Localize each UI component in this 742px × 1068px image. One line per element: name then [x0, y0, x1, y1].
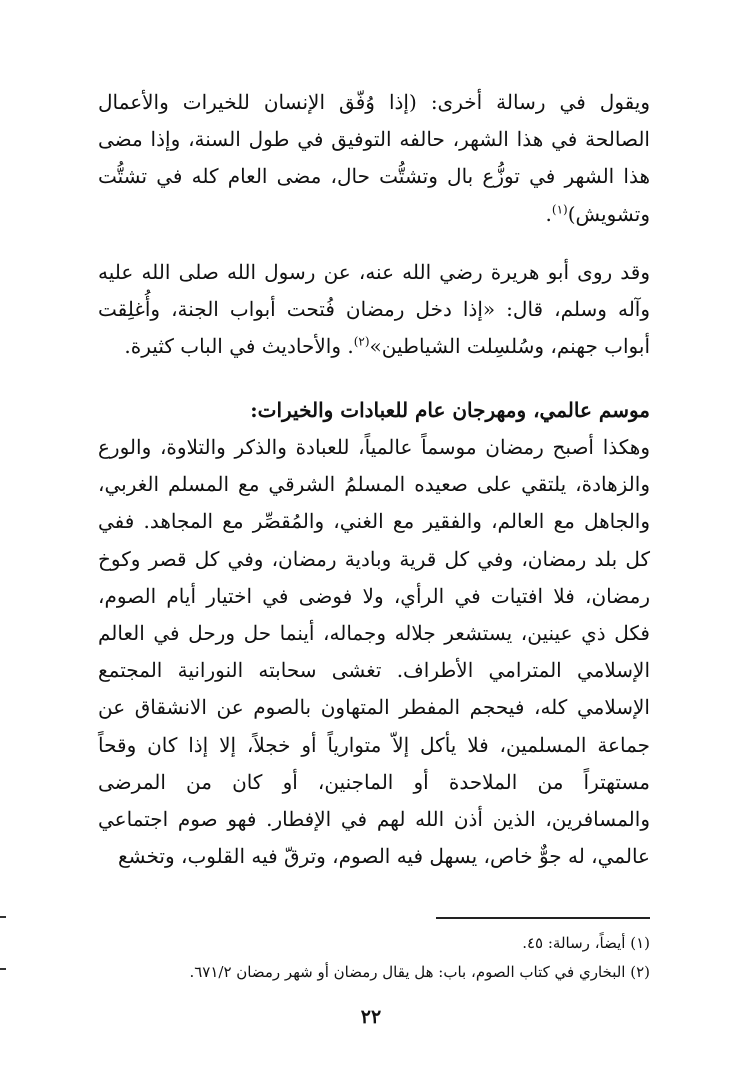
footnote-divider [436, 917, 650, 919]
footnote-ref[interactable]: (٢) [353, 334, 370, 349]
paragraph-tail: . والأحاديث في الباب كثيرة. [124, 334, 354, 359]
paragraph-hadith [98, 254, 650, 366]
footnote-2: (٢) البخاري في كتاب الصوم، باب: هل يقال رمضان أو شهر رمضان ٦٧١/٢. [189, 963, 650, 981]
paragraph-text: ويقول في رسالة أخرى: (إذا وُفّق الإنسان للخيرات والأعمال الصالحة في هذا الشهر، حالفه التوفيق في طول السنة، وإذا مضى هذا الشهر في توزُّع بال وتشتُّت حال، مضى العام كله في تشتُّت وتشويش) [98, 90, 650, 226]
paragraph-body: وهكذا أصبح رمضان موسماً عالمياً، للعبادة والذكر والتلاوة، والورع والزهادة، يلتقي على صعيده المسلمُ الشرقي مع المسلم الغربي، والجاهل مع العالم، والفقير مع الغني، والمُقصِّر مع المجاهد. ففي كل بلد رمضان، وفي كل قرية وبادية رمضان، وفي كل قصر وكوخ رمضان، فلا افتيات في الرأي، ولا فوضى في اختيار أيام الصوم، فكل ذي عينين، يستشعر جلاله وجماله، أينما حل ورحل في العالم الإسلامي المترامي الأطراف. تغشى سحابته النورانية المجتمع الإسلامي كله، فيحجم المفطر المتهاون بالصوم عن الانشقاق عن جماعة المسلمين، فلا يأكل إلاّ متوارياً أو خجلاً، إلا إذا كان وقحاً مستهتراً من الملاحدة أو الماجنين، أو كان من المرضى والمسافرين، الذين أذن الله لهم في الإفطار. فهو صوم اجتماعي عالمي، له جوٌّ خاص، يسهل فيه الصوم، وترقّ فيه القلوب، وتخشع [98, 435, 650, 869]
footnote-1: (١) أيضاً، رسالة: ٤٥. [522, 934, 650, 952]
page-number: ٢٢ [360, 1006, 382, 1028]
scan-edge-mark [0, 968, 6, 970]
footnotes [98, 929, 650, 987]
paragraph-quote-letter [98, 84, 650, 233]
scan-edge-mark [0, 916, 6, 918]
paragraph-tail: . [545, 201, 552, 226]
section-heading: موسم عالمي، ومهرجان عام للعبادات والخيرات: [250, 398, 650, 422]
footnote-ref[interactable]: (١) [551, 201, 568, 216]
paragraph-text: وقد روى أبو هريرة رضي الله عنه، عن رسول الله صلى الله عليه وآله وسلم، قال: «إذا دخل رمضان فُتحت أبواب الجنة، وأُغلِقت أبواب جهنم، وسُلسِلت الشياطين» [98, 260, 650, 359]
